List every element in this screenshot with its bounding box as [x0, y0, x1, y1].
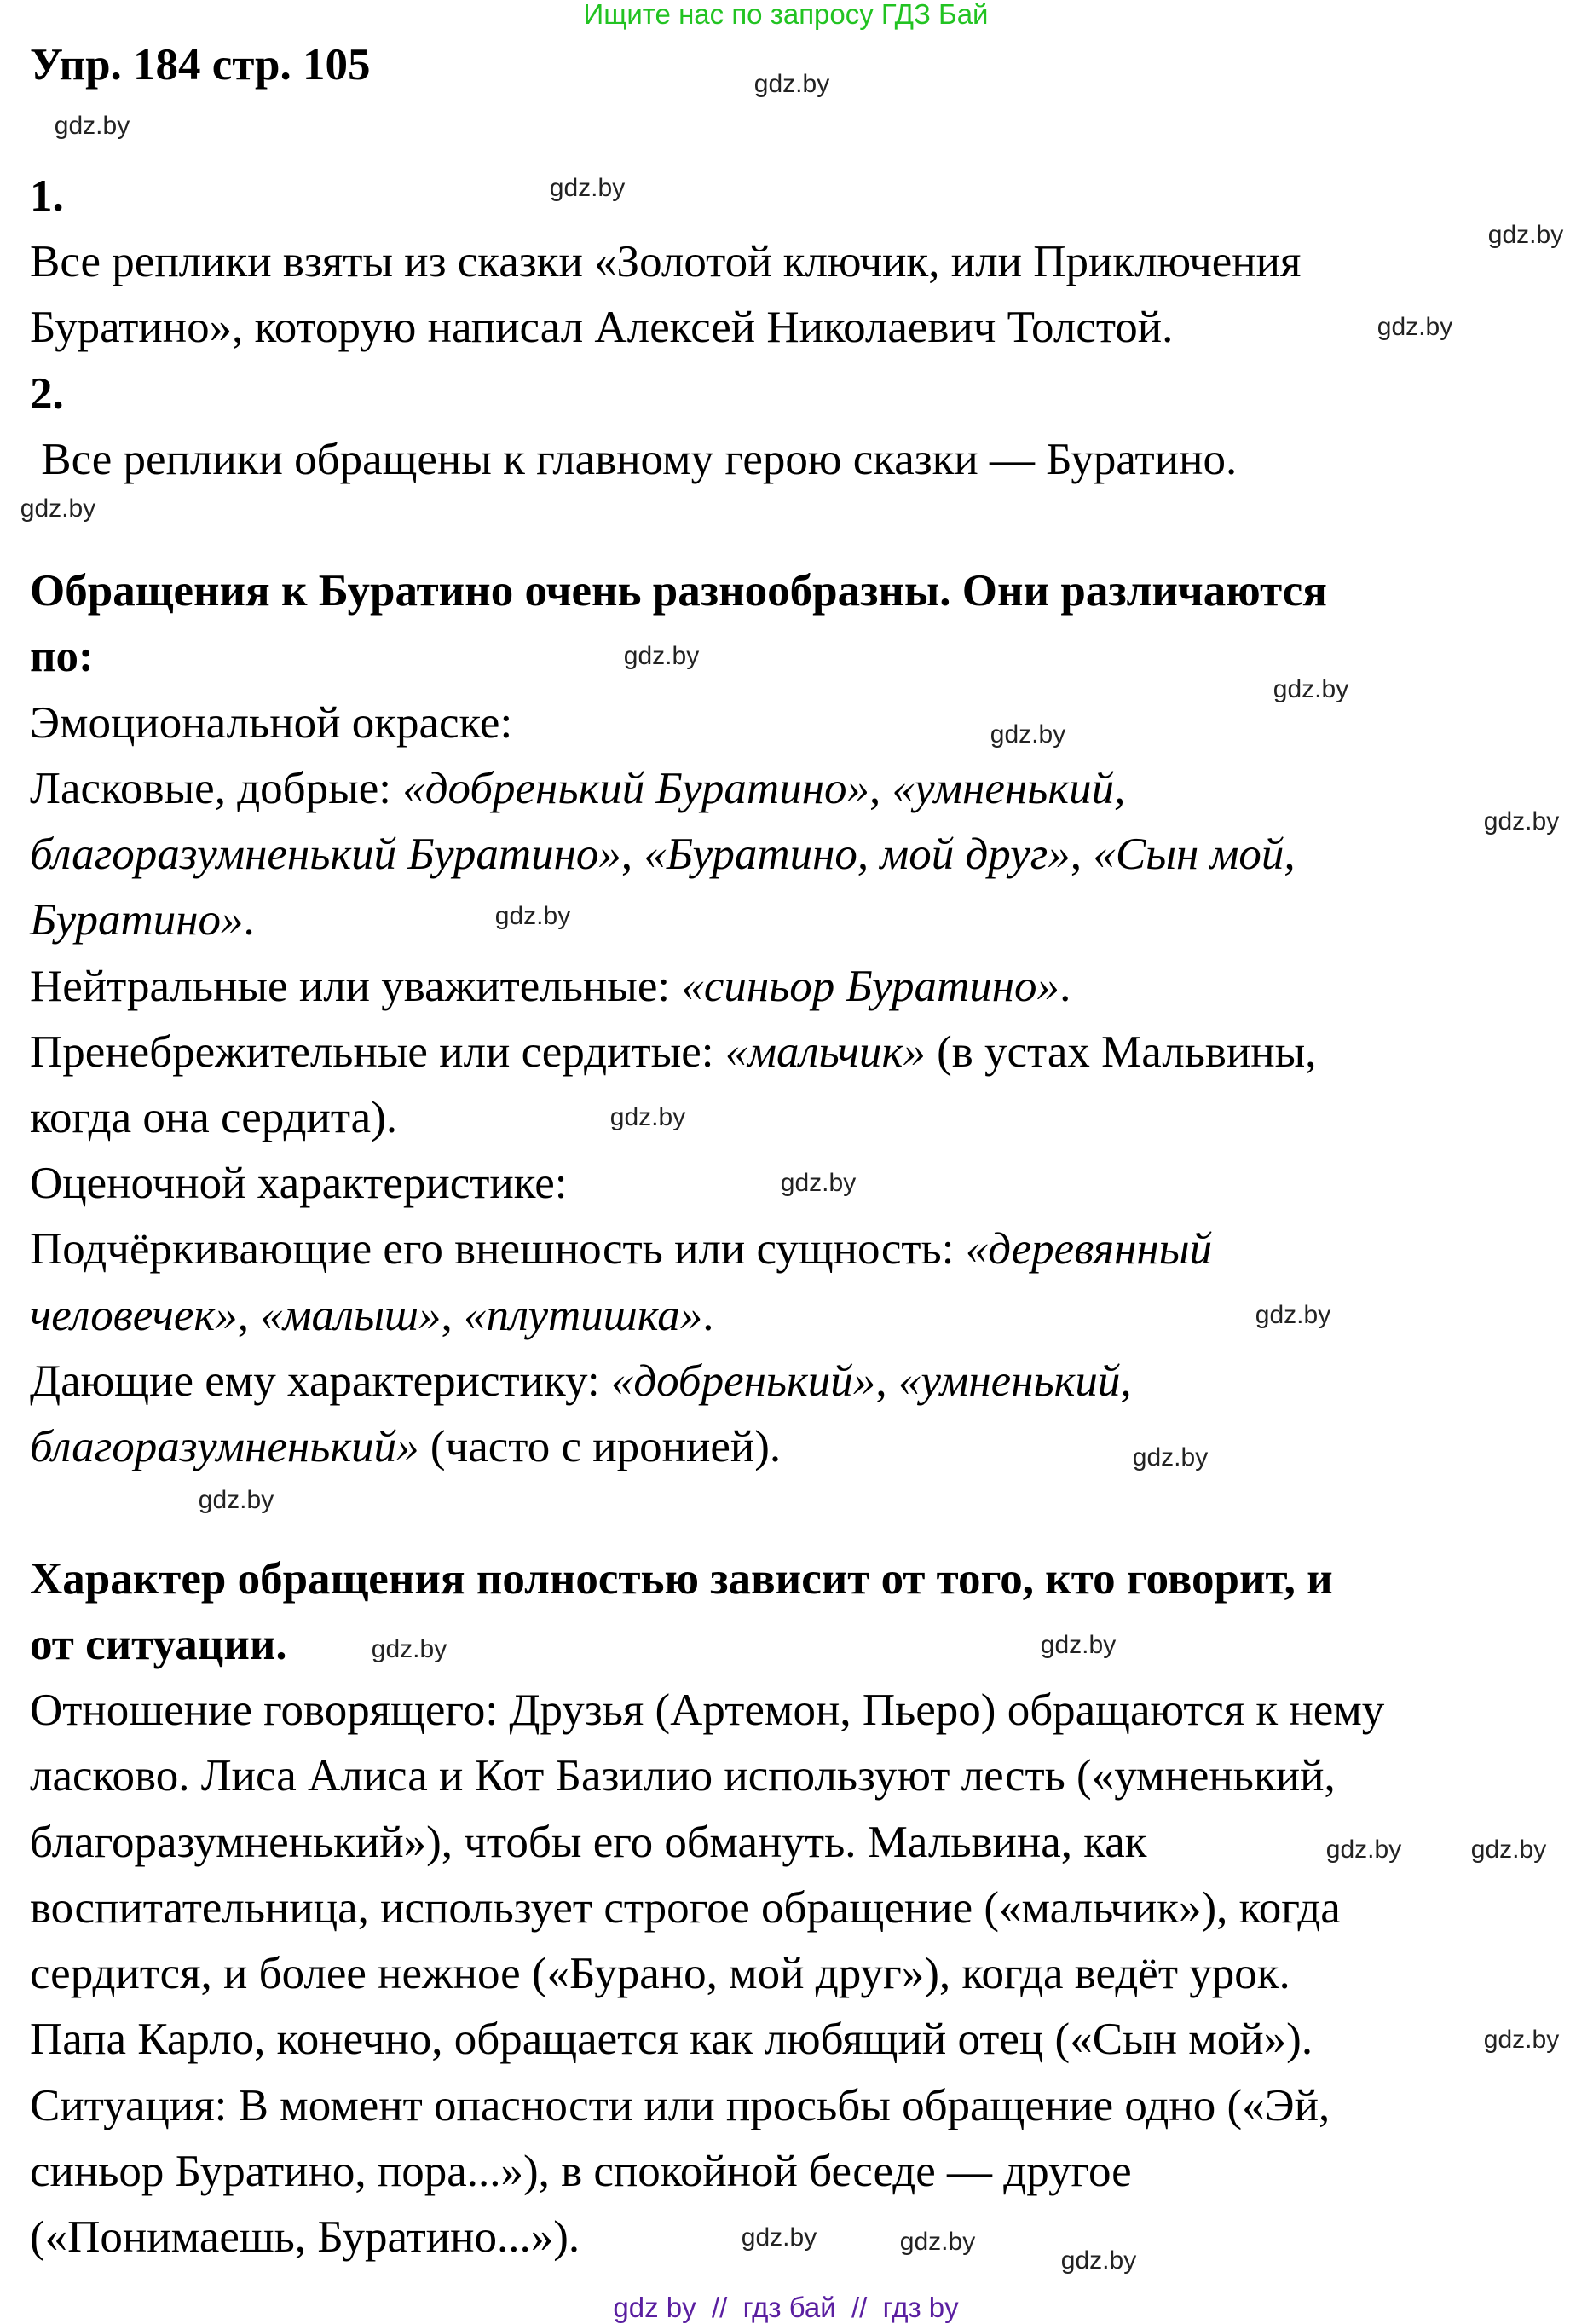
text-line: синьор Буратино, пора...»), в спокойной беседе — другое — [30, 2147, 1132, 2196]
watermark: gdz.by — [20, 494, 96, 523]
text-line: Отношение говорящего: Друзья (Артемон, Пьеро) обращаются к нему — [30, 1685, 1385, 1735]
quote: «Сын мой, — [1093, 830, 1296, 879]
text-line — [30, 1217, 1212, 1282]
footer-links[interactable]: gdz by // гдз бай // гдз by — [613, 2292, 959, 2323]
section-number-1: 1. — [30, 171, 64, 221]
watermark: gdz.by — [780, 1169, 857, 1197]
text: , — [441, 1291, 465, 1340]
text-line — [30, 954, 1071, 1020]
text-line: воспитательница, использует строгое обращение («мальчик»), когда — [30, 1883, 1341, 1933]
quote: «добренький Буратино» — [402, 764, 870, 813]
text: , — [237, 1291, 261, 1340]
watermark: gdz.by — [899, 2228, 976, 2256]
watermark: gdz.by — [1273, 675, 1349, 703]
heading: от ситуации. — [30, 1620, 287, 1669]
text-line: Оценочной характеристике: — [30, 1159, 568, 1208]
text-line — [30, 887, 255, 953]
watermark: gdz.by — [1487, 221, 1564, 249]
quote: «плутишка» — [464, 1291, 703, 1340]
text: , — [875, 1356, 898, 1406]
text-line: Ситуация: В момент опасности или просьбы обращение одно («Эй, — [30, 2081, 1330, 2130]
search-banner: Ищите нас по запросу ГДЗ Бай — [583, 0, 989, 30]
page-title: Упр. 184 стр. 105 — [30, 40, 371, 90]
text: , — [1070, 830, 1094, 879]
quote: «синьор Буратино» — [681, 962, 1060, 1011]
text: Пренебрежительные или сердитые: — [30, 1027, 725, 1077]
quote: благоразумненький Буратино» — [30, 830, 621, 879]
heading: Характер обращения полностью зависит от того, кто говорит, и — [30, 1554, 1333, 1604]
text-line: («Понимаешь, Буратино...»). — [30, 2212, 580, 2262]
text-line: Все реплики обращены к главному герою сказки — Буратино. — [30, 435, 1238, 484]
quote: Буратино» — [30, 895, 244, 945]
watermark: gdz.by — [54, 112, 130, 140]
watermark: gdz.by — [1255, 1301, 1331, 1329]
quote: «умненький, — [892, 764, 1126, 813]
section-number-2: 2. — [30, 369, 64, 419]
heading: Обращения к Буратино очень разнообразны. Они различаются — [30, 566, 1327, 616]
text-line: Папа Карло, конечно, обращается как любящий отец («Сын мой»). — [30, 2015, 1313, 2064]
watermark: gdz.by — [741, 2223, 817, 2252]
watermark: gdz.by — [753, 70, 830, 98]
quote: человечек» — [30, 1291, 238, 1340]
text: . — [702, 1291, 714, 1340]
quote: «малыш» — [260, 1291, 442, 1340]
watermark: gdz.by — [609, 1103, 686, 1131]
watermark: gdz.by — [549, 174, 626, 202]
watermark: gdz.by — [1060, 2246, 1137, 2275]
watermark: gdz.by — [1483, 807, 1560, 835]
text: , — [869, 764, 892, 813]
text: . — [1059, 962, 1071, 1011]
text-line — [30, 1349, 1132, 1414]
text-line: Эмоциональной окраске: — [30, 698, 513, 748]
quote: «добренький» — [610, 1356, 876, 1406]
text: Подчёркивающие его внешность или сущность: — [30, 1224, 966, 1274]
heading: по: — [30, 632, 94, 681]
text-line: ласково. Лиса Алиса и Кот Базилио используют лесть («умненький, — [30, 1751, 1336, 1801]
text: Дающие ему характеристику: — [30, 1356, 611, 1406]
text-line: сердится, и более нежное («Бурано, мой друг»), когда ведёт урок. — [30, 1949, 1290, 1998]
text: Нейтральные или уважительные: — [30, 962, 682, 1011]
watermark: gdz.by — [990, 720, 1066, 749]
watermark: gdz.by — [371, 1635, 447, 1663]
watermark: gdz.by — [198, 1486, 274, 1514]
watermark: gdz.by — [1325, 1835, 1402, 1864]
watermark: gdz.by — [1132, 1443, 1209, 1471]
text-line — [30, 1020, 1317, 1085]
text: (в устах Мальвины, — [925, 1027, 1317, 1077]
watermark: gdz.by — [1483, 2026, 1560, 2054]
text: . — [243, 895, 255, 945]
text: (часто с иронией). — [418, 1422, 782, 1471]
text-line — [30, 1414, 781, 1480]
quote: благоразумненький» — [30, 1422, 419, 1471]
quote: «мальчик» — [724, 1027, 926, 1077]
quote: «Буратино, мой друг» — [644, 830, 1071, 879]
text-line — [30, 756, 1125, 822]
text-line: Буратино», которую написал Алексей Николаевич Толстой. — [30, 303, 1174, 352]
watermark: gdz.by — [494, 902, 571, 930]
text-line: когда она сердита). — [30, 1093, 398, 1142]
text-line — [30, 822, 1296, 887]
text: Ласковые, добрые: — [30, 764, 403, 813]
watermark: gdz.by — [623, 642, 700, 670]
text-line: Все реплики взяты из сказки «Золотой ключик, или Приключения — [30, 237, 1302, 286]
watermark: gdz.by — [1377, 313, 1453, 341]
text: , — [620, 830, 644, 879]
quote: «деревянный — [965, 1224, 1213, 1274]
watermark: gdz.by — [1040, 1631, 1117, 1659]
watermark: gdz.by — [1470, 1835, 1547, 1864]
quote: «умненький, — [898, 1356, 1132, 1406]
text-line — [30, 1283, 713, 1349]
text-line: благоразумненький»), чтобы его обмануть. Мальвина, как — [30, 1818, 1147, 1867]
